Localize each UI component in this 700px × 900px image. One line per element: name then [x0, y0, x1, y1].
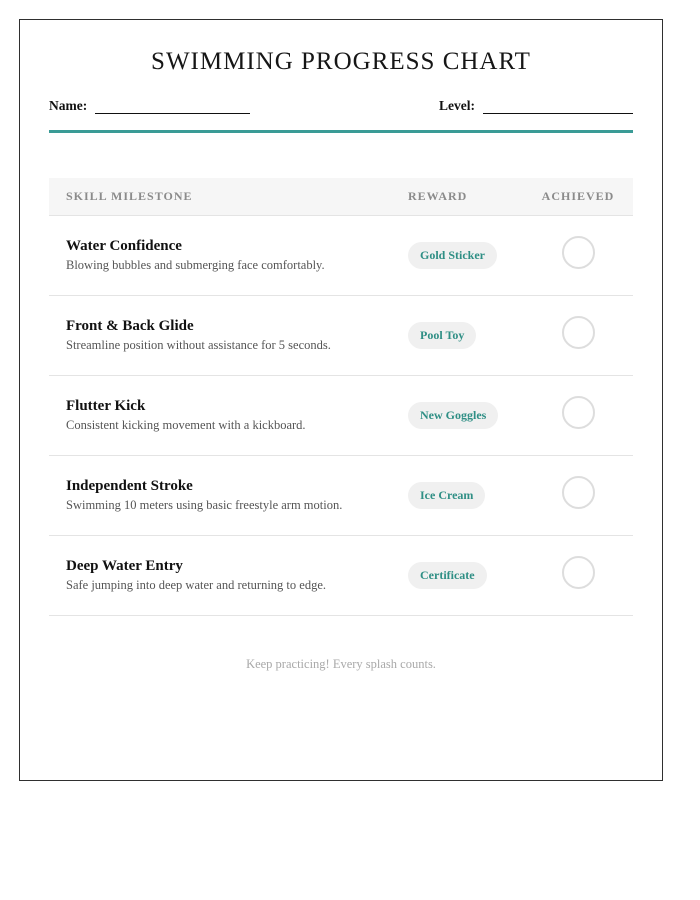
milestone-cell	[49, 477, 408, 514]
achieved-cell	[523, 316, 633, 354]
skill-description: Blowing bubbles and submerging face comfortably.	[66, 257, 325, 272]
milestone-cell	[49, 317, 408, 354]
reward-badge: Certificate	[408, 562, 487, 589]
name-level-row	[49, 98, 633, 114]
table-row	[49, 376, 633, 456]
footer-note: Keep practicing! Every splash counts.	[246, 657, 436, 671]
skill-title: Front & Back Glide	[66, 317, 194, 334]
column-header-skill-milestone: SKILL MILESTONE	[66, 189, 193, 203]
skill-description: Safe jumping into deep water and returning to edge.	[66, 577, 326, 592]
level-field	[439, 98, 633, 114]
table-row	[49, 536, 633, 616]
reward-cell	[408, 402, 523, 429]
column-header-reward: REWARD	[408, 189, 468, 203]
achieved-checkbox[interactable]	[562, 476, 595, 509]
milestone-cell	[49, 557, 408, 594]
milestone-table	[49, 178, 633, 616]
milestone-cell	[49, 237, 408, 274]
name-field	[49, 98, 250, 114]
level-fill-line	[483, 100, 633, 114]
table-body	[49, 216, 633, 616]
achieved-checkbox[interactable]	[562, 556, 595, 589]
achieved-checkbox[interactable]	[562, 316, 595, 349]
skill-title: Flutter Kick	[66, 397, 146, 414]
skill-description: Consistent kicking movement with a kickboard.	[66, 417, 306, 432]
reward-cell	[408, 482, 523, 509]
name-label: Name:	[49, 98, 88, 113]
skill-title: Deep Water Entry	[66, 557, 183, 574]
reward-badge: Gold Sticker	[408, 242, 497, 269]
skill-title: Water Confidence	[66, 237, 182, 254]
achieved-cell	[523, 476, 633, 514]
achieved-checkbox[interactable]	[562, 236, 595, 269]
achieved-checkbox[interactable]	[562, 396, 595, 429]
accent-divider	[49, 130, 633, 133]
name-fill-line	[95, 100, 250, 114]
skill-title: Independent Stroke	[66, 477, 193, 494]
table-row	[49, 456, 633, 536]
reward-cell	[408, 562, 523, 589]
progress-chart-page	[19, 19, 663, 781]
reward-badge: Pool Toy	[408, 322, 476, 349]
table-row	[49, 216, 633, 296]
column-header-achieved: ACHIEVED	[541, 189, 615, 203]
reward-badge: Ice Cream	[408, 482, 485, 509]
achieved-cell	[523, 396, 633, 434]
reward-badge: New Goggles	[408, 402, 498, 429]
level-label: Level:	[439, 98, 475, 113]
table-header-row	[49, 178, 633, 216]
achieved-cell	[523, 556, 633, 594]
reward-cell	[408, 242, 523, 269]
skill-description: Swimming 10 meters using basic freestyle arm motion.	[66, 497, 343, 512]
page-title: SWIMMING PROGRESS CHART	[151, 48, 531, 75]
table-row	[49, 296, 633, 376]
milestone-cell	[49, 397, 408, 434]
reward-cell	[408, 322, 523, 349]
achieved-cell	[523, 236, 633, 274]
skill-description: Streamline position without assistance for 5 seconds.	[66, 337, 331, 352]
